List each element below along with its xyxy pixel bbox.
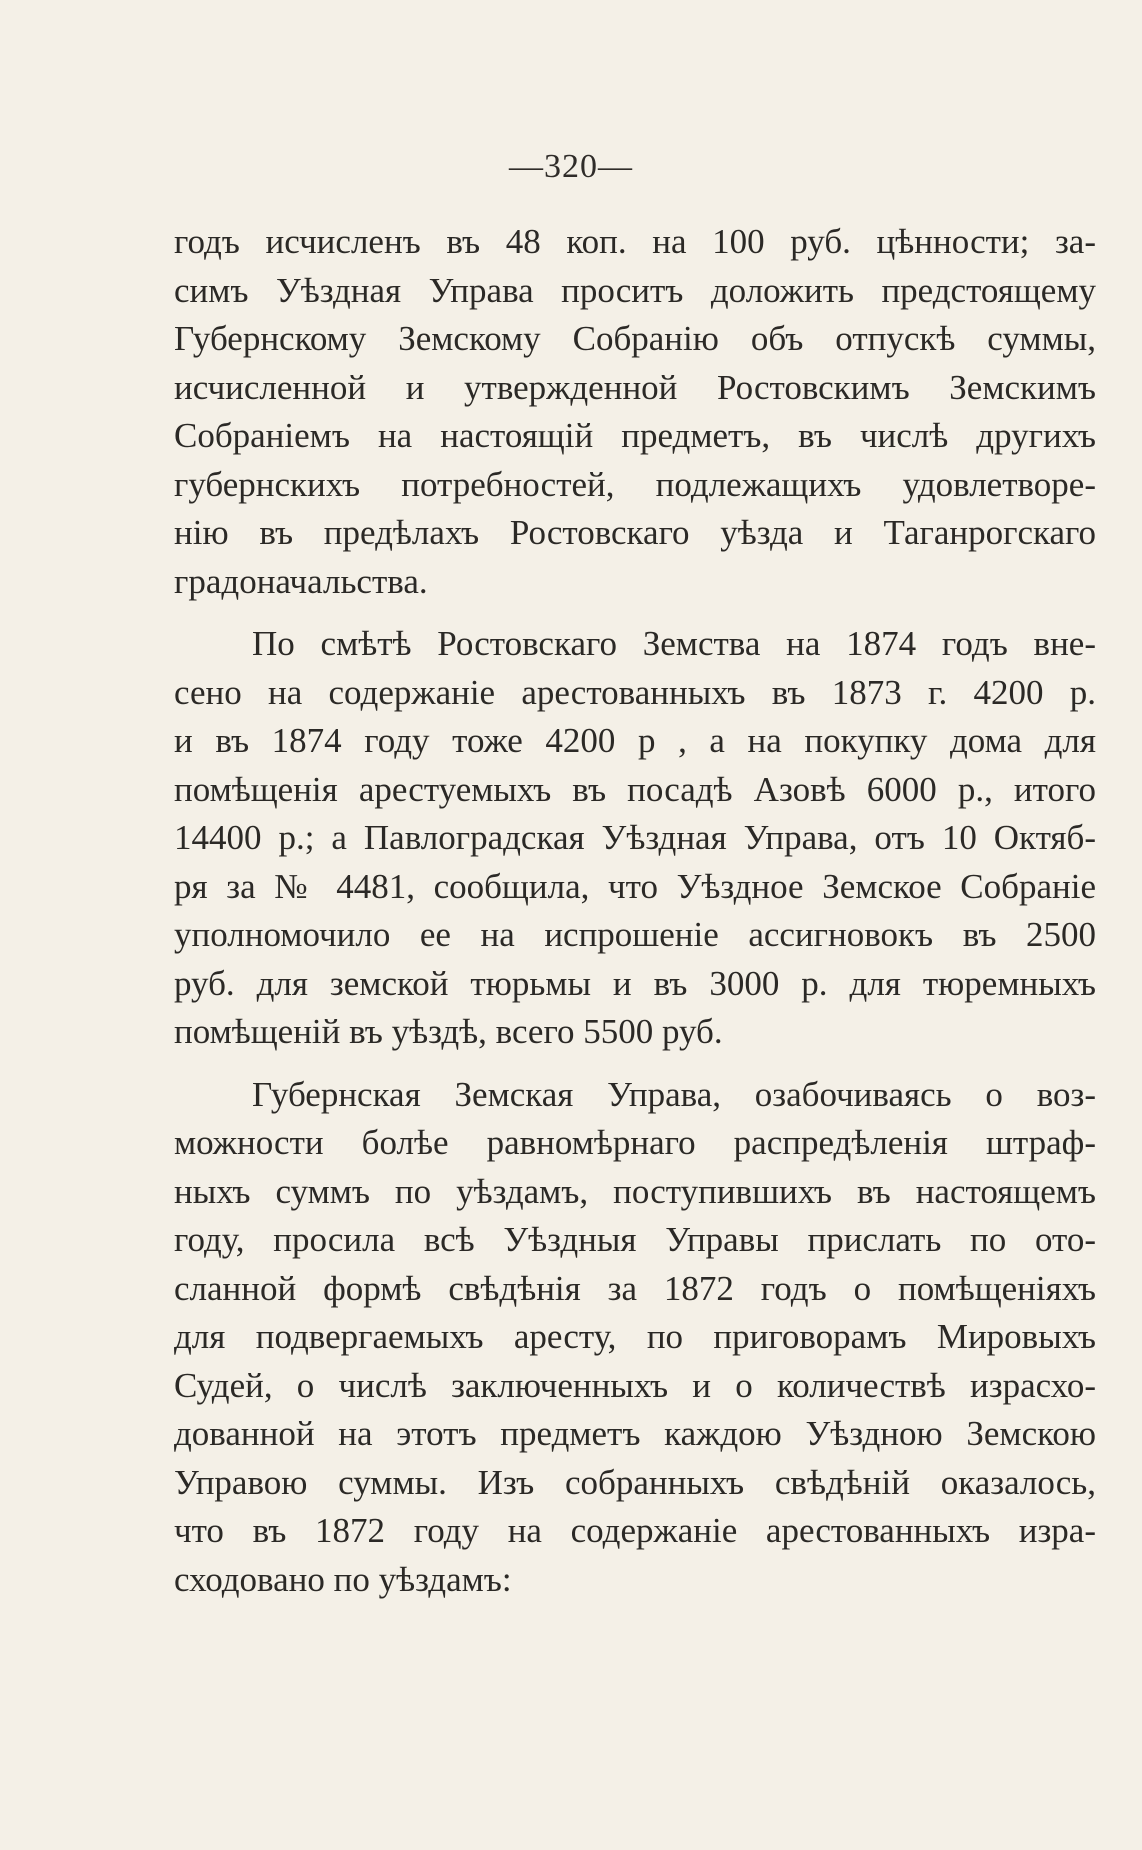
text-line: губернскихъ потребностей, подлежащихъ удовлетворе- [174,464,1096,504]
text-line: нію въ предѣлахъ Ростовскаго уѣзда и Таганрогскаго [174,513,1096,552]
text-line: ря за № 4481, сообщила, что Уѣздное Земское Собраніе [174,866,1096,906]
text-line: помѣщеній въ уѣздѣ, всего 5500 руб. [174,1012,723,1051]
text-line: для подвергаемыхъ аресту, по приговорамъ Мировыхъ [174,1317,1096,1356]
text-line: помѣщенія арестуемыхъ въ посадѣ Азовѣ 6000 р., итого [174,769,1096,809]
text-line: что въ 1872 году на содержаніе арестованныхъ изра- [174,1511,1096,1550]
text-line: уполномочило ее на испрошеніе ассигновокъ въ 2500 [174,915,1096,954]
text-line: По смѣтѣ Ростовскаго Земства на 1874 годъ вне- [252,624,1096,663]
paragraph [174,1071,1096,1605]
text-line: и въ 1874 году тоже 4200 р , а на покупку дома для [174,721,1096,760]
text-line: 14400 р.; а Павлоградская Уѣздная Управа, отъ 10 Октяб- [174,818,1096,857]
paragraph [174,620,1096,1057]
text-line: году, просила всѣ Уѣздныя Управы прислать по ото- [174,1220,1096,1259]
text-line: руб. для земской тюрьмы и въ 3000 р. для тюремныхъ [174,963,1096,1003]
text-line: можности болѣе равномѣрнаго распредѣленія штраф- [174,1123,1096,1162]
text-line: симъ Уѣздная Управа проситъ доложить предстоящему [174,270,1096,310]
page-number: —320— [509,148,633,185]
text-line: сено на содержаніе арестованныхъ въ 1873 г. 4200 р. [174,672,1096,712]
text-line: Собраніемъ на настоящій предметъ, въ числѣ другихъ [174,416,1096,455]
text-line: исчисленной и утвержденной Ростовскимъ Земскимъ [174,367,1096,407]
text-line: Судей, о числѣ заключенныхъ и о количествѣ израсхо- [174,1365,1096,1405]
text-line: дованной на этотъ предметъ каждою Уѣздною Земскою [174,1414,1096,1453]
paragraph [174,218,1096,606]
text-line: Губернская Земская Управа, озабочиваясь о воз- [252,1074,1096,1114]
text-line: Губернскому Земскому Собранію объ отпускѣ суммы, [174,319,1096,358]
text-line: Управою суммы. Изъ собранныхъ свѣдѣній оказалось, [174,1462,1096,1502]
body-text [174,218,1096,1618]
text-line: сходовано по уѣздамъ: [174,1559,512,1599]
text-line: ныхъ суммъ по уѣздамъ, поступившихъ въ настоящемъ [174,1171,1096,1211]
text-line: годъ исчисленъ въ 48 коп. на 100 руб. цѣнности; за- [174,222,1096,261]
text-line: градоначальства. [174,561,428,601]
text-line: сланной формѣ свѣдѣнія за 1872 годъ о помѣщеніяхъ [174,1268,1096,1308]
